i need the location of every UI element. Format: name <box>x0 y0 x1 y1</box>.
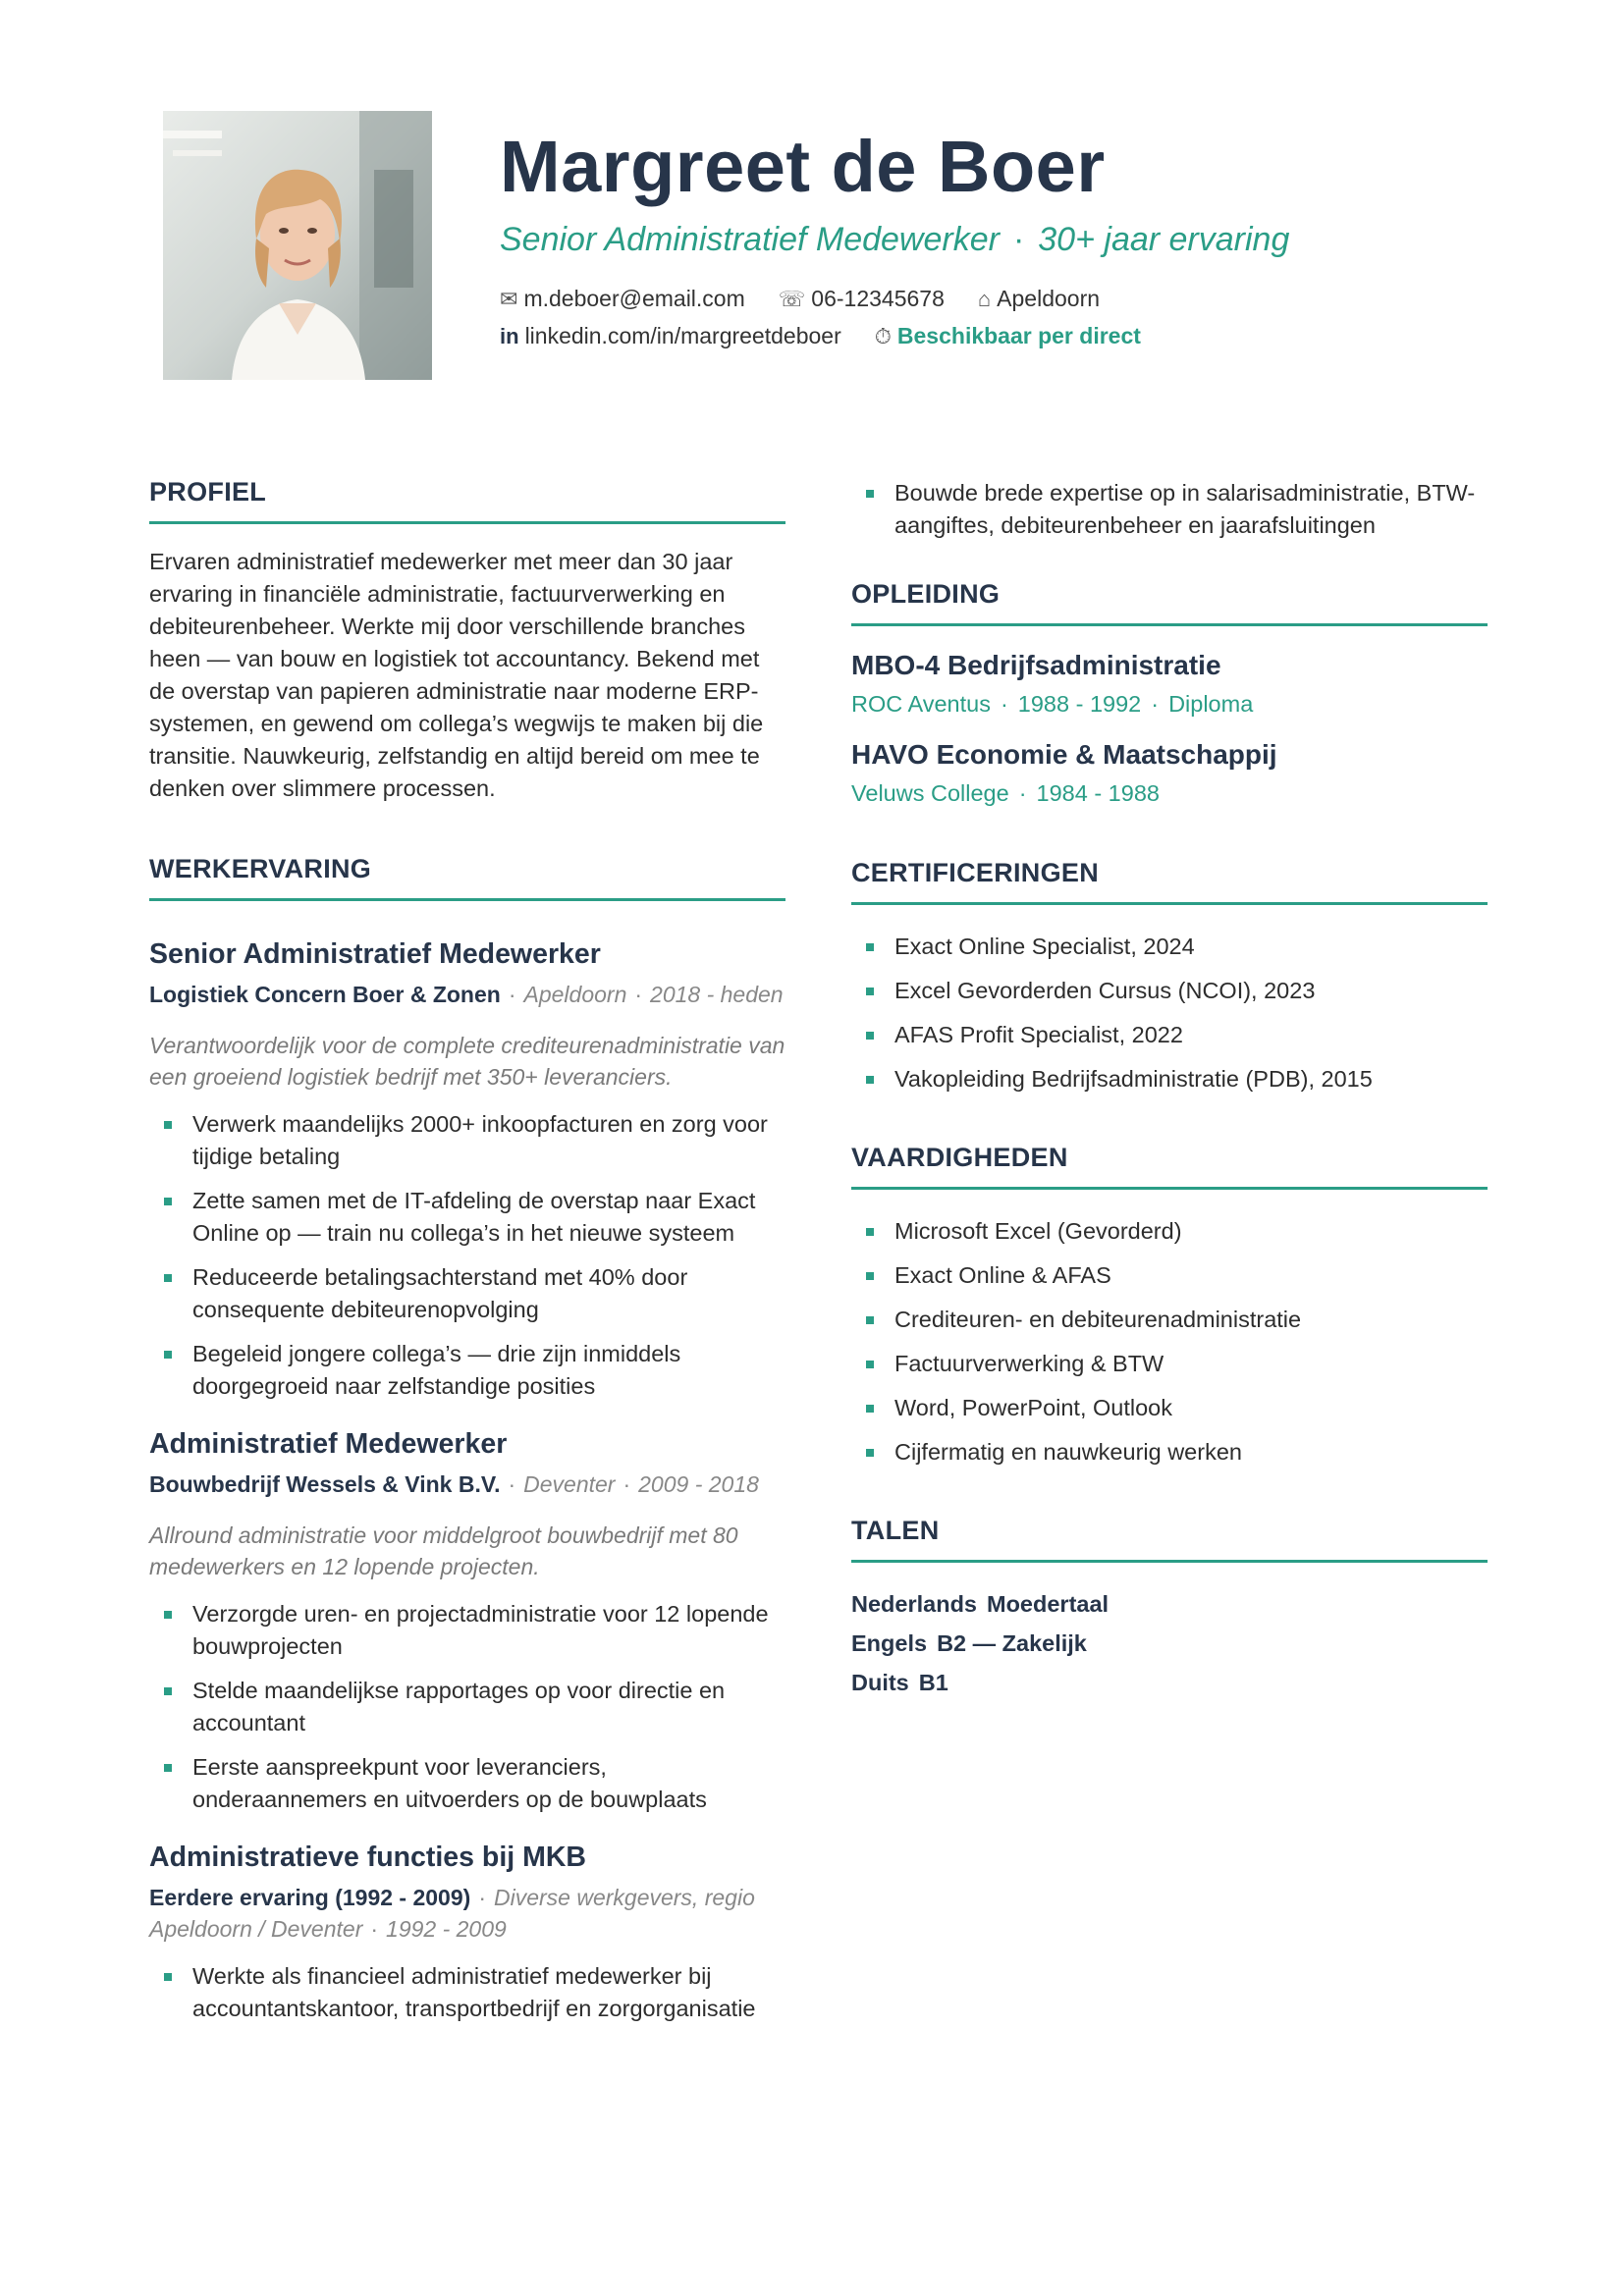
linkedin-text[interactable]: linkedin.com/in/margreetdeboer <box>524 323 841 349</box>
language-row <box>851 1663 1488 1702</box>
section-heading-experience: WERKERVARING <box>149 854 785 901</box>
list-item: Exact Online Specialist, 2024 <box>851 931 1488 963</box>
experience-years: 30+ jaar ervaring <box>1038 220 1290 258</box>
availability-text: Beschikbaar per direct <box>896 323 1141 349</box>
linkedin-icon: in <box>500 323 519 348</box>
job-bullets <box>149 1598 785 1816</box>
job-period: 1992 - 2009 <box>386 1916 507 1942</box>
separator-dot: · <box>1018 780 1027 806</box>
location-text: Apeldoorn <box>997 286 1101 312</box>
separator-dot: · <box>623 1471 631 1497</box>
language-level: B1 <box>918 1670 948 1695</box>
education-period: 1988 - 1992 <box>1017 691 1142 717</box>
education-title: MBO-4 Bedrijfsadministratie <box>851 650 1221 680</box>
education-period: 1984 - 1988 <box>1036 780 1160 806</box>
education-school: Veluws College <box>851 780 1009 806</box>
education-school: ROC Aventus <box>851 691 991 717</box>
job-entry-meta <box>149 979 785 1010</box>
job-entry-meta <box>149 1468 785 1500</box>
list-item: Microsoft Excel (Gevorderd) <box>851 1215 1488 1248</box>
availability <box>875 323 1141 349</box>
linkedin-contact[interactable] <box>500 323 841 349</box>
list-item: Eerste aanspreekpunt voor leveranciers, onderaannemers en uitvoerders op de bouwplaats <box>149 1751 785 1816</box>
phone-icon: ☏ <box>778 286 806 311</box>
profile-text: Ervaren administratief medewerker met meer dan 30 jaar ervaring in financiële administratie, factuurverwerking en debiteurenbeheer. Werkte mij door verschillende branches heen — van bouw en logistiek tot accountancy. Bekend met de overstap van papieren administratie naar moderne ERP-systemen, en gewend om collega’s wegwijs te maken bij die transitie. Nauwkeurig, zelfstandig en altijd bereid om mee te denken over slimmere processen. <box>149 549 764 801</box>
job-entry-title: Administratieve functies bij MKB <box>149 1842 586 1873</box>
stopwatch-icon: ⏱ <box>874 323 892 348</box>
job-title: Senior Administratief Medewerker <box>500 220 1000 258</box>
list-item: Reduceerde betalingsachterstand met 40% door consequente debiteurenopvolging <box>149 1261 785 1326</box>
job-period: 2018 - heden <box>650 982 784 1007</box>
job-entry <box>149 1842 785 2025</box>
job-entry <box>149 938 785 1403</box>
separator-dot: · <box>508 1471 516 1497</box>
list-item: Zette samen met de IT-afdeling de overstap naar Exact Online op — train nu collega’s in het nieuwe systeem <box>149 1185 785 1250</box>
job-entry-meta <box>149 1882 785 1945</box>
job-location: Apeldoorn <box>523 982 627 1007</box>
list-item: Exact Online & AFAS <box>851 1259 1488 1292</box>
list-item: Crediteuren- en debiteurenadministratie <box>851 1304 1488 1336</box>
list-item: Verzorgde uren- en projectadministratie voor 12 lopende bouwprojecten <box>149 1598 785 1663</box>
separator-dot: · <box>1151 691 1160 717</box>
language-name: Duits <box>851 1670 909 1695</box>
job-description: Verantwoordelijk voor de complete crediteurenadministratie van een groeiend logistiek bedrijf met 350+ leveranciers. <box>149 1033 785 1090</box>
section-heading-education: OPLEIDING <box>851 579 1488 626</box>
job-bullets-continued <box>851 477 1488 542</box>
job-entry-title: Senior Administratief Medewerker <box>149 938 601 970</box>
job-company: Eerdere ervaring (1992 - 2009) <box>149 1885 471 1910</box>
job-bullets <box>149 1960 785 2025</box>
job-company: Logistiek Concern Boer & Zonen <box>149 982 501 1007</box>
list-item: Excel Gevorderden Cursus (NCOI), 2023 <box>851 975 1488 1007</box>
job-company: Bouwbedrijf Wessels & Vink B.V. <box>149 1471 501 1497</box>
header <box>500 124 1560 355</box>
section-heading-skills: VAARDIGHEDEN <box>851 1143 1488 1190</box>
subtitle <box>500 221 1560 259</box>
language-row <box>851 1584 1488 1624</box>
list-item: Werkte als financieel administratief medewerker bij accountantskantoor, transportbedrijf en zorgorganisatie <box>149 1960 785 2025</box>
list-item: Cijfermatig en nauwkeurig werken <box>851 1436 1488 1468</box>
language-level: Moedertaal <box>987 1591 1110 1617</box>
certifications-list <box>851 931 1488 1095</box>
job-description: Allround administratie voor middelgroot bouwbedrijf met 80 medewerkers en 12 lopende projecten. <box>149 1522 738 1579</box>
language-row <box>851 1624 1488 1663</box>
left-column <box>149 477 785 2037</box>
job-location: Diverse werkgevers, regio Apeldoorn / Deventer <box>149 1885 755 1942</box>
education-title: HAVO Economie & Maatschappij <box>851 739 1277 770</box>
separator-dot: · <box>508 982 516 1007</box>
location-contact <box>978 286 1100 312</box>
language-name: Engels <box>851 1630 928 1656</box>
separator-dot: · <box>634 982 643 1007</box>
job-bullets <box>149 1108 785 1403</box>
job-location: Deventer <box>523 1471 616 1497</box>
phone-contact[interactable] <box>779 286 945 312</box>
separator-dot: · <box>370 1916 379 1942</box>
profile-photo <box>163 111 432 380</box>
section-heading-certifications: CERTIFICERINGEN <box>851 858 1488 905</box>
separator-dot: · <box>1000 691 1008 717</box>
phone-text[interactable]: 06-12345678 <box>811 286 945 312</box>
list-item: Stelde maandelijkse rapportages op voor directie en accountant <box>149 1675 785 1739</box>
list-item: Factuurverwerking & BTW <box>851 1348 1488 1380</box>
email-icon: ✉ <box>500 286 518 311</box>
section-heading-profile: PROFIEL <box>149 477 785 524</box>
education-meta <box>851 691 1488 718</box>
skills-list <box>851 1215 1488 1468</box>
education-entry <box>851 650 1488 718</box>
email-contact[interactable] <box>500 286 745 312</box>
education-extra: Diploma <box>1168 691 1254 717</box>
job-entry <box>149 1428 785 1816</box>
contact-row-2 <box>500 318 1560 355</box>
contact-info <box>500 281 1560 355</box>
education-entry <box>851 739 1488 807</box>
list-item: Bouwde brede expertise op in salarisadministratie, BTW-aangiftes, debiteurenbeheer en jaarafsluitingen <box>851 477 1488 542</box>
language-level: B2 — Zakelijk <box>937 1630 1087 1656</box>
home-icon: ⌂ <box>977 286 992 311</box>
section-heading-languages: TALEN <box>851 1516 1488 1563</box>
education-meta <box>851 780 1488 807</box>
candidate-name: Margreet de Boer <box>500 126 1106 207</box>
list-item: Word, PowerPoint, Outlook <box>851 1392 1488 1424</box>
separator-dot: · <box>1012 220 1025 258</box>
email-text[interactable]: m.deboer@email.com <box>523 286 745 312</box>
job-entry-title: Administratief Medewerker <box>149 1428 508 1460</box>
right-column <box>851 477 1488 1702</box>
language-name: Nederlands <box>851 1591 977 1617</box>
languages-list <box>851 1584 1488 1702</box>
list-item: AFAS Profit Specialist, 2022 <box>851 1019 1488 1051</box>
list-item: Verwerk maandelijks 2000+ inkoopfacturen en zorg voor tijdige betaling <box>149 1108 785 1173</box>
list-item: Vakopleiding Bedrijfsadministratie (PDB), 2015 <box>851 1063 1488 1095</box>
job-period: 2009 - 2018 <box>638 1471 759 1497</box>
contact-row-1 <box>500 281 1560 318</box>
list-item: Begeleid jongere collega’s — drie zijn inmiddels doorgegroeid naar zelfstandige posities <box>149 1338 785 1403</box>
separator-dot: · <box>478 1885 486 1910</box>
